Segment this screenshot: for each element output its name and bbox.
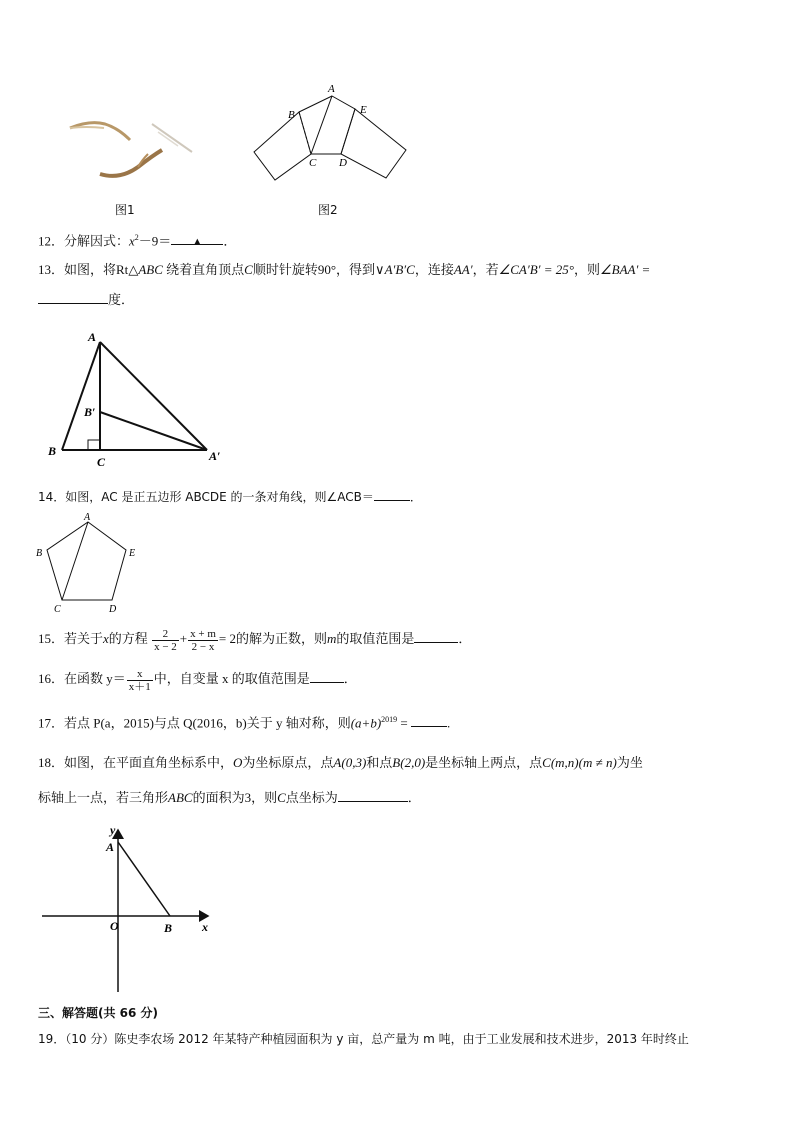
q15-frac2-den: 2 − x xyxy=(191,640,215,653)
q15-eq: = 2 xyxy=(218,631,236,646)
q17-text: 17．若点 P(a，2015)与点 Q(2016，b)关于 y 轴对称，则 xyxy=(38,715,351,731)
q14-fig-e: E xyxy=(129,548,136,559)
q13-blank xyxy=(38,291,108,304)
fig2-label-a: A xyxy=(328,83,335,95)
q16-suffix: ． xyxy=(343,671,357,686)
q13-fig-a: A xyxy=(88,330,97,344)
q18-text-i: 点坐标为 xyxy=(285,790,338,805)
q15-mid: 的方程 xyxy=(108,631,148,646)
fig1-image xyxy=(60,112,200,184)
q13-tri2: ∨ xyxy=(375,262,385,277)
q13-figure xyxy=(42,328,232,470)
q15-frac1 xyxy=(152,628,179,653)
q13-fig-c: C xyxy=(97,455,106,469)
q18-suffix: ． xyxy=(407,790,421,805)
q15-frac2-num: x + m xyxy=(190,627,216,640)
q13-abc: ABC xyxy=(138,262,163,277)
q14-fig-c: C xyxy=(54,604,61,615)
fig2-diagram xyxy=(248,80,413,185)
q16-frac-den: x＋1 xyxy=(128,680,151,693)
fig2-label-d: D xyxy=(339,157,347,169)
q13-line1 xyxy=(38,261,650,279)
q16-blank xyxy=(310,670,344,683)
fig2-label-b: B xyxy=(288,109,295,121)
q13-angle1: ∠CA′B′ = 25° xyxy=(498,262,574,277)
q15-rest2: 的取值范围是 xyxy=(336,631,415,646)
q12-rest: －9＝ xyxy=(138,233,172,249)
q13-fig-b: B xyxy=(48,444,57,458)
q18-abc: ABC xyxy=(168,790,193,805)
q15 xyxy=(38,626,471,653)
q13-fig-b1: B′ xyxy=(84,405,96,419)
q14-suffix: ． xyxy=(409,490,422,504)
q18-text-e: 为坐 xyxy=(616,755,643,770)
q14-fig-a: A xyxy=(84,512,91,523)
q18-pc: C(m,n)(m ≠ n) xyxy=(542,755,617,770)
q15-rest: 的解为正数，则 xyxy=(235,631,327,646)
q13-text-b: 绕着直角顶点 xyxy=(166,262,245,277)
q18-blank xyxy=(338,789,408,802)
q14-pentagon xyxy=(32,510,144,618)
q18-line1 xyxy=(38,754,643,772)
q12-triangle: ▲ xyxy=(191,236,203,249)
q14-text: 14．如图，AC 是正五边形 ABCDE 的一条对角线，则∠ACB＝ xyxy=(38,490,374,504)
q13-a1b1c: A′B′C xyxy=(384,262,415,277)
q15-blank xyxy=(414,630,458,643)
q18-text-c: 和点 xyxy=(366,755,393,770)
q15-plus: + xyxy=(179,631,188,646)
q13-text-f: ，若 xyxy=(472,262,499,277)
q16-frac-num: x xyxy=(127,668,153,681)
fig2-label-e: E xyxy=(360,104,367,116)
q13-deg: 90° xyxy=(317,262,337,277)
q18-text-g: 的面积为 xyxy=(192,790,245,805)
q18-three: 3 xyxy=(244,790,252,805)
q18-pa: A(0,3) xyxy=(333,755,367,770)
q13-text-c: 顺时针旋转 xyxy=(252,262,318,277)
q18-line2 xyxy=(38,789,421,807)
q16 xyxy=(38,666,357,693)
q13-angle2: ∠BAA′ = xyxy=(599,262,651,277)
q15-frac1-num: 2 xyxy=(152,628,179,641)
q18-fig-o: O xyxy=(110,919,119,933)
q18-figure xyxy=(38,820,218,995)
q15-frac1-den: x − 2 xyxy=(154,640,177,653)
q18-o: O xyxy=(233,755,243,770)
q12-prefix: 12．分解因式： xyxy=(38,233,130,249)
fig2-label-c: C xyxy=(309,157,317,169)
q18-text-h: ，则 xyxy=(251,790,278,805)
q13-text-g: ，则 xyxy=(573,262,600,277)
q18-text-d: 是坐标轴上两点，点 xyxy=(425,755,543,770)
q16-prefix: 16．在函数 y＝ xyxy=(38,671,126,686)
q17 xyxy=(38,711,450,732)
fig1-caption: 图1 xyxy=(115,203,135,217)
q13-suffix: 度． xyxy=(108,292,135,307)
q17-eq: = xyxy=(397,715,411,731)
q18-fig-b: B xyxy=(164,921,173,935)
q17-expr: (a+b) xyxy=(350,715,382,731)
q12-x: x xyxy=(129,233,135,249)
q12-blank xyxy=(171,232,223,249)
q12 xyxy=(38,229,236,250)
q15-m: m xyxy=(327,631,337,646)
q13-fig-a1: A′ xyxy=(209,449,221,463)
q14 xyxy=(38,488,422,506)
q18-text-b: 为坐标原点，点 xyxy=(242,755,334,770)
fig2-caption: 图2 xyxy=(318,203,338,217)
q18-text-a: 18．如图，在平面直角坐标系中， xyxy=(38,755,234,770)
q16-frac xyxy=(127,668,153,693)
q18-fig-x: x xyxy=(202,920,208,934)
q17-blank xyxy=(411,714,447,727)
q18-c: C xyxy=(277,790,286,805)
q18-text-f: 标轴上一点，若三角形 xyxy=(38,790,169,805)
q15-x: x xyxy=(103,631,109,646)
q19: 19．（10 分）陈史李农场 2012 年某特产种植园面积为 y 亩，总产量为 m 吨，由于工业发展和技术进步，2013 年时终止 xyxy=(38,1032,689,1046)
q13-c: C xyxy=(244,262,253,277)
q13-text-d: ，得到 xyxy=(336,262,376,277)
q13-text-a: 13．如图，将 xyxy=(38,262,117,277)
q12-pow: 2 xyxy=(134,233,139,242)
q15-frac2 xyxy=(188,628,218,653)
q15-suffix: ． xyxy=(458,631,472,646)
q13-text-e: ，连接 xyxy=(414,262,454,277)
q13-line2 xyxy=(38,291,134,309)
q18-pb: B(2,0) xyxy=(392,755,426,770)
q13-tri: △ xyxy=(128,262,139,277)
q14-fig-b: B xyxy=(36,548,43,559)
section3-title: 三、解答题(共 66 分) xyxy=(38,1006,159,1020)
q12-suffix: ． xyxy=(223,233,237,249)
q18-fig-a: A xyxy=(106,840,115,854)
q15-prefix: 15．若关于 xyxy=(38,631,104,646)
q14-fig-d: D xyxy=(109,604,117,615)
q14-blank xyxy=(374,488,410,501)
q13-aa1: AA′ xyxy=(453,262,473,277)
q18-fig-y: y xyxy=(110,823,116,837)
q17-suffix: . xyxy=(447,715,451,731)
q16-rest: 中，自变量 x 的取值范围是 xyxy=(153,671,310,686)
q17-pow: 2019 xyxy=(381,715,398,724)
q13-rt: Rt xyxy=(116,262,129,277)
